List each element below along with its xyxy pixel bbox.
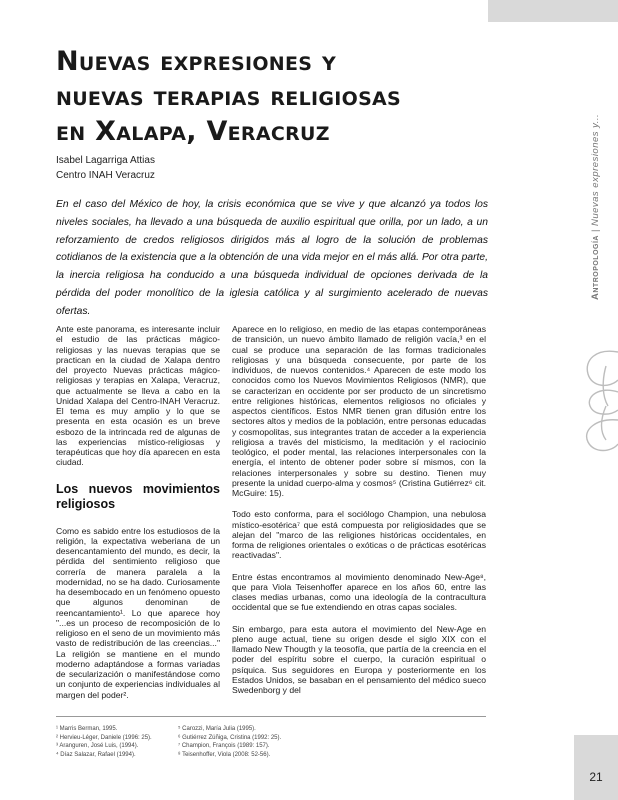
sidebar-tab-top bbox=[488, 0, 618, 22]
footnotes bbox=[56, 716, 486, 758]
sidebar-tab-bottom bbox=[574, 735, 618, 800]
footnote: ¹ Marris Berman, 1995. bbox=[56, 726, 118, 732]
paragraph: Todo esto conforma, para el sociólogo Champion, una nebulosa místico-esotérica⁷ que está compuesta por religiosidades que se alejan del "marco de las religiones históricas occidentales, en forma de religiones orientales o exóticas o de prácticas esotéricas reactivadas". bbox=[232, 509, 486, 561]
byline bbox=[56, 153, 155, 183]
paragraph: Como es sabido entre los estudiosos de la religión, la expectativa weberiana de un desencantamiento del mundo, es decir, la pérdida del sentimiento religioso que correría de manera paralela a la modernidad, no se ha dado. Curiosamente ha desembocado en un fenómeno opuesto que algunos denominan de reencantamiento¹. Lo que aparece hoy "...es un proceso de recomposición de lo religioso en el seno de un movimiento más vasto de redistribución de las creencias..." La religión se mantiene en el mundo moderno adaptándose a formas variadas de secularización o manifestándose como un conjunto de experiencias individuales al margen del poder². bbox=[56, 525, 220, 700]
footnote: ³ Aranguren, José Luis, (1994). bbox=[56, 743, 139, 750]
article-title bbox=[56, 44, 476, 149]
decorative-ornament bbox=[566, 340, 618, 460]
section-heading: Los nuevos movimientos religiosos bbox=[56, 481, 220, 511]
running-head-title: Nuevas expresiones y... bbox=[590, 113, 601, 227]
footnote: ² Hervieu-Léger, Daniele (1996: 25). bbox=[56, 734, 152, 741]
title-line: en Xalapa, Veracruz bbox=[56, 116, 330, 147]
paragraph: Ante este panorama, es interesante incluir el estudio de las prácticas mágico-religiosas y las nuevas terapias que se practican en la ciudad de Xalapa dentro del proyecto Nuevas prácticas mágico-religiosas y terapias en Xalapa, Veracruz, que actualmente se lleva a cabo en la Unidad Xalapa del Centro-INAH Veracruz. El tema es muy amplio y lo que se presenta en esta ocasión es un breve esbozo de la intrincada red de algunas de las experiencias místico-religiosas y terapéuticas que hoy día aparecen en esta ciudad. bbox=[56, 324, 220, 468]
paragraph: Aparece en lo religioso, en medio de las etapas contemporáneas de transición, un nuevo ámbito llamado de religión vacía,³ en el cual se produce una separación de las formas tradicionales religiosas y una búsqueda consecuente, por parte de los individuos, de nuevos contenidos.⁴ Aparecen de este modo los conocidos como los Nuevos Movimientos Religiosos (NMR), que se caracterizan en occidente por ser producto de un sincretismo entre religiones históricas, elementos religiosos no oficiales y aspectos científicos. Estos NMR tienen gran difusión entre los sectores altos y medios de la población, entre personas educadas y cosmopolitas, sus integrantes tratan de acceder a la experiencia religiosa a través del misticismo, la meditación y el raciocinio teológico, el poder mental, las relaciones interpersonales con la energía, el intento de obtener poder sobre sí mismos, con la relaciones interpersonales y sobre su destino. Tienen muy presente la unidad cuerpo-alma y cosmos⁵ (Cristina Gutiérrez⁶ cit. McGuire: 15). bbox=[232, 324, 486, 498]
author-affiliation: Centro INAH Veracruz bbox=[56, 170, 155, 181]
paragraph: Sin embargo, para esta autora el movimiento del New-Age en pleno auge actual, tiene su origen desde el siglo XIX con el llamado New Thougth y la teosofía, que partía de la creencia en el poder del espíritu sobre el cuerpo, la curación espiritual o psíquica. Sus seguidores en Europa y posteriormente en los Estados Unidos, se basaban en el pensamiento del médico sueco Swedenborg y del bbox=[232, 623, 486, 695]
ornament-stem bbox=[602, 406, 607, 440]
footnote: ⁷ Champion, François (1989: 157). bbox=[178, 743, 270, 750]
page-number: 21 bbox=[589, 770, 603, 784]
footnote: ⁸ Teisenhoffer, Viola (2008: 52-56). bbox=[178, 751, 271, 758]
title-line: nuevas terapias religiosas bbox=[56, 81, 402, 112]
title-line: Nuevas expresiones y bbox=[56, 46, 336, 77]
ornament-petal bbox=[587, 351, 618, 385]
footnote: ⁵ Carozzi, María Julia (1995). bbox=[178, 726, 256, 732]
body-column-right bbox=[232, 324, 486, 706]
ornament-petal bbox=[587, 420, 618, 451]
abstract: En el caso del México de hoy, la crisis económica que se vive y que alcanzó ya todos los niveles sociales, ha llevado a una búsqueda de auxilio espiritual que orilla, por un lado, a un reforzamiento de credos religiosos dirigidos más al logro de la solución de problemas cotidianos de la existencia que a la obtención de una vida mejor en el más allá. Por otra parte, la inercia religiosa ha conducido a una búsqueda individual de opciones derivada de la pérdida del poder monolítico de la iglesia católica y al surgimiento acelerado de nuevas ofertas. bbox=[56, 199, 488, 317]
running-head-section: Antropología bbox=[590, 235, 601, 300]
footnotes-column-right bbox=[178, 725, 338, 759]
footnote: ⁶ Gutiérrez Zúñiga, Cristina (1992: 25). bbox=[178, 734, 282, 741]
author-name: Isabel Lagarriga Attias bbox=[56, 155, 155, 166]
running-head bbox=[590, 114, 601, 300]
body-column-left bbox=[56, 324, 220, 709]
paragraph: Entre éstas encontramos al movimiento denominado New-Age⁸, que para Viola Teisenhoffer aparece en los años 60, entre las clases medias urbanas, como una ideología de la contracultura occidental que se fue extendiendo en otras capas sociales. bbox=[232, 571, 486, 613]
running-head-separator: | bbox=[590, 229, 601, 233]
footnote: ⁴ Díaz Salazar, Rafael (1994). bbox=[56, 751, 136, 758]
